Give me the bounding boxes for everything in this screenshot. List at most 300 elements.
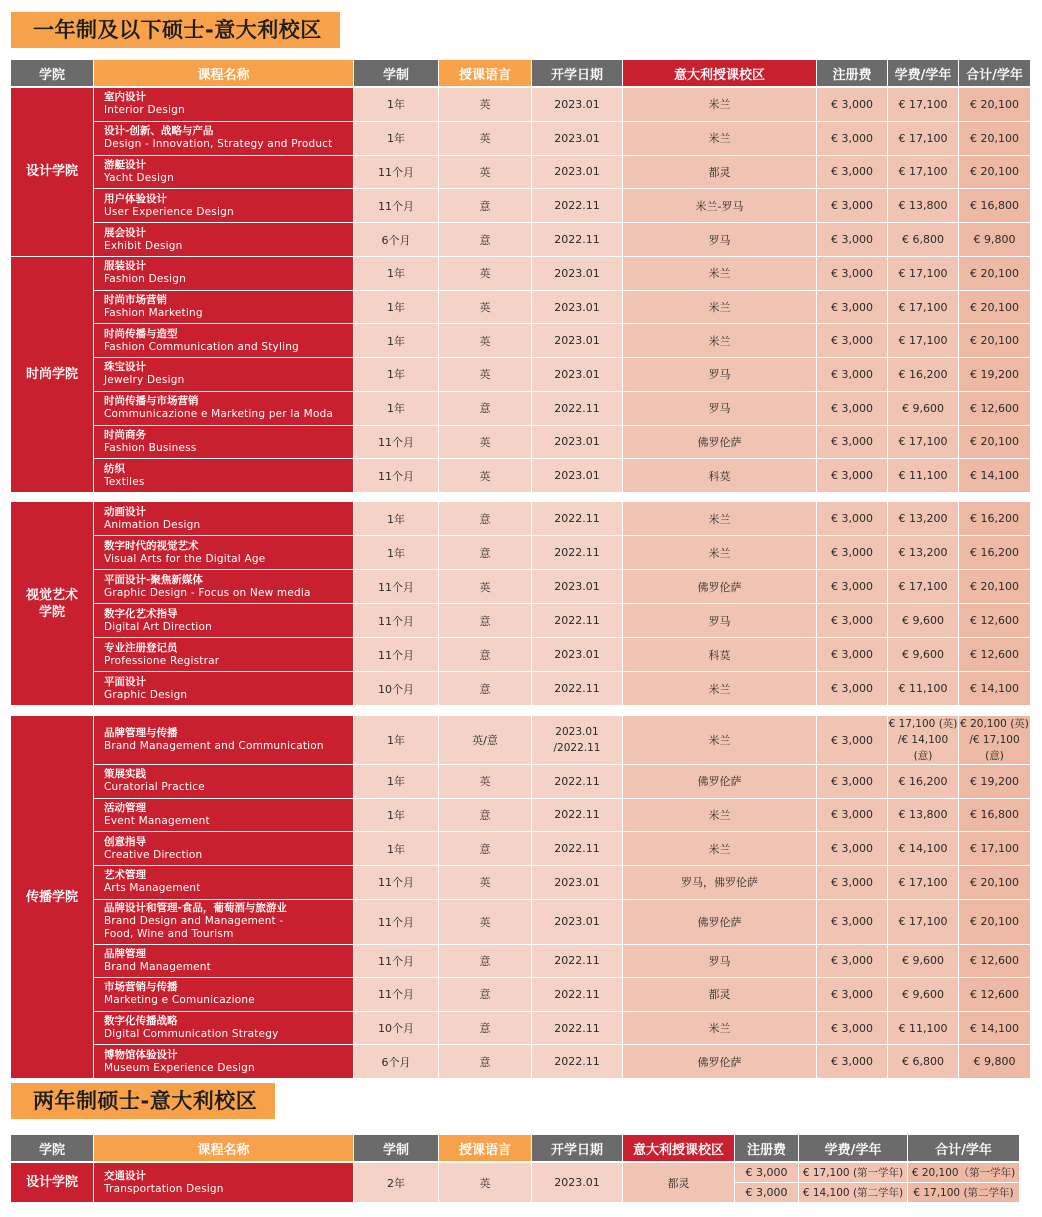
registration-fee-cell: € 3,000: [817, 1045, 887, 1079]
course-cell: [94, 1012, 353, 1046]
start-date-cell: 2023.01: [532, 570, 622, 604]
language-cell: 英: [439, 866, 531, 900]
duration-cell: 11个月: [354, 570, 438, 604]
tuition-cell: € 9,600: [888, 978, 958, 1012]
cell-line: € 17,100 (英): [888, 718, 958, 730]
tuition-cell: € 9,600: [888, 604, 958, 638]
course-name-en: Brand Design and Management -: [104, 915, 284, 927]
start-date-cell: 2023.01: [532, 900, 622, 945]
registration-fee-cell: € 3,000: [817, 536, 887, 570]
course-name-cn: 平面设计-聚焦新媒体: [104, 573, 203, 586]
language-cell: 意: [439, 638, 531, 672]
tuition-cell: € 9,600: [888, 638, 958, 672]
tuition-cell: € 13,200: [888, 536, 958, 570]
campus-cell: 米兰: [623, 324, 816, 358]
language-cell: 意: [439, 223, 531, 257]
registration-fee-cell: € 3,000: [817, 900, 887, 945]
course-cell: [94, 866, 353, 900]
start-date-cell: 2022.11: [532, 765, 622, 799]
course-cell: [94, 765, 353, 799]
header-registration-fee: 注册费: [817, 60, 887, 88]
course-name-en: Graphic Design - Focus on New media: [104, 586, 311, 599]
course-cell: [94, 1163, 353, 1203]
start-date-cell: 2023.01: [532, 459, 622, 493]
language-cell: 意: [439, 1045, 531, 1079]
start-date-cell: 2023.01: [532, 426, 622, 460]
course-name-en: Brand Management and Communication: [104, 740, 324, 752]
duration-cell: 6个月: [354, 223, 438, 257]
header-school: 学院: [11, 60, 93, 88]
start-date-cell: 2023.01: [532, 324, 622, 358]
header2-language: 授课语言: [439, 1135, 531, 1163]
total-cell: € 19,200: [959, 765, 1030, 799]
course-name-cn: 服装设计: [104, 260, 146, 273]
campus-cell: 佛罗伦萨: [623, 900, 816, 945]
campus-cell: 罗马: [623, 604, 816, 638]
one-year-table-header: [10, 60, 1031, 88]
course-name-en: Professione Registrar: [104, 654, 220, 667]
tuition-cell: € 14,100: [888, 832, 958, 866]
course-name-cn: 平面设计: [104, 675, 146, 688]
registration-fee-cell: € 3,000: [817, 392, 887, 426]
registration-fee-cell: € 3,000: [817, 122, 887, 156]
course-name-en: Interior Design: [104, 104, 185, 117]
duration-cell: 1年: [354, 536, 438, 570]
registration-fee-cell: € 3,000: [817, 88, 887, 122]
language-cell: 意: [439, 536, 531, 570]
campus-cell: 都灵: [623, 978, 816, 1012]
total-cell: € 20,100: [959, 88, 1030, 122]
group-communication-school: [10, 716, 1031, 1079]
course-name-cn: 交通设计: [104, 1169, 146, 1182]
header2-duration: 学制: [354, 1135, 438, 1163]
language-cell: 英: [439, 765, 531, 799]
language-cell: 意: [439, 502, 531, 536]
course-cell: [94, 392, 353, 426]
course-name-cn: 数字时代的视觉艺术: [104, 539, 199, 552]
start-date-cell: 2022.11: [532, 832, 622, 866]
registration-fee-cell: € 3,000: [817, 324, 887, 358]
header-course: 课程名称: [94, 60, 353, 88]
course-name-en: Jewelry Design: [104, 374, 185, 387]
header2-campus: 意大利授课校区: [623, 1135, 734, 1163]
tuition-cell: € 17,100: [888, 122, 958, 156]
start-date-cell: 2023.01: [532, 257, 622, 291]
header-duration: 学制: [354, 60, 438, 88]
total-cell: € 14,100: [959, 459, 1030, 493]
registration-fee-cell: € 3,000: [817, 189, 887, 223]
total-cell: € 12,600: [959, 945, 1030, 979]
registration-fee-cell: € 3,000: [817, 799, 887, 833]
course-cell: [94, 945, 353, 979]
course-name-cn: 室内设计: [104, 91, 146, 104]
course-name-cn: 时尚市场营销: [104, 294, 167, 307]
duration-cell: 11个月: [354, 604, 438, 638]
cell-line: /€ 14,100 (意): [897, 734, 949, 762]
cell-line: /2022.11: [553, 742, 601, 754]
registration-fee-cell: € 3,000: [817, 672, 887, 706]
course-name-en: Graphic Design: [104, 688, 188, 701]
total-cell: € 12,600: [959, 392, 1030, 426]
total-cell: € 12,600: [959, 638, 1030, 672]
campus-cell: 米兰: [623, 536, 816, 570]
language-cell: 意: [439, 604, 531, 638]
start-date-cell: 2022.11: [532, 978, 622, 1012]
school-cell: [11, 502, 93, 706]
header-campus: 意大利授课校区: [623, 60, 816, 88]
language-cell: 意: [439, 672, 531, 706]
course-name-en: Fashion Business: [104, 441, 197, 454]
start-date-cell: 2022.11: [532, 502, 622, 536]
school-name-line: 学院: [38, 604, 65, 620]
course-name-cn: 展会设计: [104, 226, 146, 239]
start-date-cell: 2023.01: [532, 866, 622, 900]
total-cell: € 20,100: [959, 900, 1030, 945]
registration-fee-cell: € 3,000: [817, 716, 887, 765]
duration-cell: 11个月: [354, 156, 438, 190]
language-cell: 意: [439, 392, 531, 426]
campus-cell: 米兰: [623, 88, 816, 122]
campus-cell: 罗马: [623, 945, 816, 979]
course-name-cn: 时尚传播与造型: [104, 327, 178, 340]
course-cell: [94, 799, 353, 833]
tuition-cell: € 11,100: [888, 459, 958, 493]
header2-school: 学院: [11, 1135, 93, 1163]
course-name-cn: 活动管理: [104, 801, 146, 814]
total-cell: [959, 716, 1030, 765]
campus-cell: 都灵: [623, 1163, 734, 1203]
duration-cell: 1年: [354, 765, 438, 799]
course-name-en: Visual Arts for the Digital Age: [104, 552, 266, 565]
total-cell: € 20,100: [959, 257, 1030, 291]
course-name-en: Digital Art Direction: [104, 620, 212, 633]
course-cell: [94, 638, 353, 672]
course-name-en: Marketing e Comunicazione: [104, 994, 255, 1007]
tuition-cell: € 14,100 (第二学年): [799, 1183, 907, 1203]
tuition-cell: € 17,100: [888, 88, 958, 122]
course-cell: [94, 358, 353, 392]
duration-cell: 6个月: [354, 1045, 438, 1079]
start-date-cell: 2022.11: [532, 223, 622, 257]
campus-cell: 米兰: [623, 291, 816, 325]
tuition-cell: € 11,100: [888, 672, 958, 706]
start-date-cell: 2022.11: [532, 672, 622, 706]
total-cell: € 20,100: [959, 426, 1030, 460]
duration-cell: 1年: [354, 88, 438, 122]
registration-fee-cell: € 3,000: [817, 945, 887, 979]
total-cell: € 12,600: [959, 604, 1030, 638]
school-cell: 设计学院: [11, 88, 93, 257]
course-cell: [94, 156, 353, 190]
start-date-cell: 2022.11: [532, 945, 622, 979]
tuition-cell: € 9,600: [888, 945, 958, 979]
campus-cell: 佛罗伦萨: [623, 1045, 816, 1079]
course-name-cn: 品牌管理与传播: [104, 727, 178, 739]
duration-cell: 1年: [354, 122, 438, 156]
total-cell: € 14,100: [959, 672, 1030, 706]
header-total: 合计/学年: [959, 60, 1030, 88]
start-date-cell: 2023.01: [532, 122, 622, 156]
duration-cell: 1年: [354, 291, 438, 325]
language-cell: 意: [439, 1012, 531, 1046]
language-cell: 意: [439, 832, 531, 866]
course-name-en: Fashion Marketing: [104, 307, 203, 320]
group-fashion-school: [10, 257, 1031, 493]
total-cell: € 20,100: [959, 866, 1030, 900]
registration-fee-cell: € 3,000: [817, 638, 887, 672]
total-cell: € 20,100: [959, 156, 1030, 190]
course-name-cn: 时尚商务: [104, 428, 146, 441]
course-cell: [94, 459, 353, 493]
course-name-en: Brand Management: [104, 960, 211, 973]
total-cell: € 16,200: [959, 536, 1030, 570]
language-cell: 英: [439, 122, 531, 156]
campus-cell: 佛罗伦萨: [623, 426, 816, 460]
start-date-cell: 2023.01: [532, 88, 622, 122]
tuition-cell: € 17,100: [888, 866, 958, 900]
total-cell: € 17,100: [959, 832, 1030, 866]
tuition-cell: € 16,200: [888, 765, 958, 799]
start-date-cell: 2022.11: [532, 799, 622, 833]
campus-cell: 都灵: [623, 156, 816, 190]
registration-fee-cell: € 3,000: [817, 156, 887, 190]
start-date-cell: 2022.11: [532, 1012, 622, 1046]
course-name-cn: 品牌设计和管理-食品，葡萄酒与旅游业: [104, 902, 287, 914]
campus-cell: 米兰: [623, 1012, 816, 1046]
language-cell: 英: [439, 459, 531, 493]
campus-cell: 米兰: [623, 122, 816, 156]
campus-cell: 科莫: [623, 638, 816, 672]
duration-cell: 11个月: [354, 900, 438, 945]
course-name-en: Animation Design: [104, 518, 201, 531]
header2-total: 合计/学年: [908, 1135, 1019, 1163]
language-cell: 英/意: [439, 716, 531, 765]
duration-cell: 1年: [354, 799, 438, 833]
start-date-cell: 2022.11: [532, 189, 622, 223]
duration-cell: 1年: [354, 358, 438, 392]
course-cell: [94, 832, 353, 866]
campus-cell: 米兰: [623, 257, 816, 291]
header-start-date: 开学日期: [532, 60, 622, 88]
tuition-cell: € 13,200: [888, 502, 958, 536]
course-name-cn: 策展实践: [104, 768, 146, 781]
duration-cell: 11个月: [354, 638, 438, 672]
registration-fee-cell: € 3,000: [735, 1163, 798, 1183]
course-cell: [94, 122, 353, 156]
course-name-en: Creative Direction: [104, 848, 203, 861]
course-cell: [94, 716, 353, 765]
start-date-cell: 2023.01: [532, 638, 622, 672]
tuition-cell: € 13,800: [888, 799, 958, 833]
header2-tuition: 学费/学年: [799, 1135, 907, 1163]
course-name-cn: 艺术管理: [104, 869, 146, 882]
start-date-cell: 2022.11: [532, 536, 622, 570]
registration-fee-cell: € 3,000: [817, 459, 887, 493]
language-cell: 意: [439, 189, 531, 223]
start-date-cell: 2022.11: [532, 1045, 622, 1079]
course-name-cn: 游艇设计: [104, 158, 146, 171]
school-name-line: 视觉艺术: [25, 587, 78, 603]
section-title-two-year: 两年制硕士-意大利校区: [11, 1083, 275, 1119]
duration-cell: 11个月: [354, 866, 438, 900]
course-name-en: Curatorial Practice: [104, 781, 205, 794]
language-cell: 意: [439, 945, 531, 979]
tuition-cell: € 17,100: [888, 156, 958, 190]
course-name-cn: 数字化艺术指导: [104, 607, 178, 620]
course-cell: [94, 88, 353, 122]
school-cell: 设计学院: [11, 1163, 93, 1203]
course-cell: [94, 257, 353, 291]
course-cell: [94, 324, 353, 358]
registration-fee-cell: € 3,000: [817, 502, 887, 536]
total-cell: € 20,100: [959, 570, 1030, 604]
language-cell: 英: [439, 257, 531, 291]
language-cell: 英: [439, 426, 531, 460]
cell-line: /€ 17,100 (意): [969, 734, 1020, 762]
total-cell: € 16,200: [959, 502, 1030, 536]
course-name-cn: 品牌管理: [104, 947, 146, 960]
language-cell: 英: [439, 156, 531, 190]
tuition-cell: € 6,800: [888, 1045, 958, 1079]
tuition-cell: € 11,100: [888, 1012, 958, 1046]
course-cell: [94, 291, 353, 325]
registration-fee-cell: € 3,000: [817, 866, 887, 900]
campus-cell: 罗马: [623, 358, 816, 392]
registration-fee-cell: € 3,000: [817, 257, 887, 291]
course-name-cn: 时尚传播与市场营销: [104, 395, 199, 408]
language-cell: 英: [439, 1163, 531, 1203]
registration-fee-cell: € 3,000: [817, 223, 887, 257]
campus-cell: 米兰: [623, 672, 816, 706]
course-cell: [94, 672, 353, 706]
campus-cell: 佛罗伦萨: [623, 570, 816, 604]
duration-cell: 1年: [354, 257, 438, 291]
header2-course: 课程名称: [94, 1135, 353, 1163]
registration-fee-cell: € 3,000: [817, 570, 887, 604]
total-cell: € 9,800: [959, 223, 1030, 257]
registration-fee-cell: € 3,000: [817, 604, 887, 638]
group-visual-arts-school: [10, 502, 1031, 706]
total-cell: € 9,800: [959, 1045, 1030, 1079]
header2-start-date: 开学日期: [532, 1135, 622, 1163]
course-cell: [94, 536, 353, 570]
duration-cell: 1年: [354, 324, 438, 358]
campus-cell: 米兰: [623, 832, 816, 866]
campus-cell: 罗马: [623, 223, 816, 257]
total-cell: € 20,100: [959, 122, 1030, 156]
course-name-en: Event Management: [104, 814, 210, 827]
school-cell: 传播学院: [11, 716, 93, 1079]
registration-fee-cell: € 3,000: [817, 291, 887, 325]
course-name-en: Design - Innovation, Strategy and Product: [104, 138, 333, 151]
campus-cell: 米兰-罗马: [623, 189, 816, 223]
course-name-en: Textiles: [104, 475, 145, 488]
duration-cell: 1年: [354, 832, 438, 866]
duration-cell: 1年: [354, 392, 438, 426]
course-name-cn: 设计-创新、战略与产品: [104, 125, 214, 138]
course-cell: [94, 223, 353, 257]
registration-fee-cell: € 3,000: [817, 426, 887, 460]
course-cell: [94, 1045, 353, 1079]
course-cell: [94, 502, 353, 536]
total-cell: € 20,100: [959, 291, 1030, 325]
course-name-en: User Experience Design: [104, 205, 234, 218]
start-date-cell: 2023.01: [532, 358, 622, 392]
course-cell: [94, 978, 353, 1012]
tuition-cell: [888, 716, 958, 765]
course-name-cn: 动画设计: [104, 505, 146, 518]
cell-line: € 20,100 (英): [960, 718, 1029, 730]
language-cell: 英: [439, 570, 531, 604]
tuition-cell: € 13,800: [888, 189, 958, 223]
total-cell: € 16,800: [959, 189, 1030, 223]
duration-cell: 11个月: [354, 945, 438, 979]
section-title-one-year: 一年制及以下硕士-意大利校区: [11, 12, 340, 48]
course-name-en: Communicazione e Marketing per la Moda: [104, 408, 334, 421]
start-date-cell: 2022.11: [532, 604, 622, 638]
total-cell: € 19,200: [959, 358, 1030, 392]
course-name-cn: 珠宝设计: [104, 361, 146, 374]
language-cell: 英: [439, 324, 531, 358]
duration-cell: 1年: [354, 716, 438, 765]
group-design-school: [10, 88, 1031, 257]
start-date-cell: 2023.01: [532, 291, 622, 325]
course-name-cn: 市场营销与传播: [104, 981, 178, 994]
header2-registration-fee: 注册费: [735, 1135, 798, 1163]
tuition-cell: € 17,100: [888, 426, 958, 460]
campus-cell: 科莫: [623, 459, 816, 493]
start-date-cell: 2022.11: [532, 392, 622, 426]
duration-cell: 1年: [354, 502, 438, 536]
tuition-cell: € 17,100: [888, 257, 958, 291]
campus-cell: 罗马: [623, 392, 816, 426]
total-cell: € 20,100（第一学年): [908, 1163, 1019, 1183]
course-name-en: Transportation Design: [104, 1182, 224, 1195]
course-cell: [94, 604, 353, 638]
course-name-en: Exhibit Design: [104, 239, 183, 252]
tuition-cell: € 16,200: [888, 358, 958, 392]
campus-cell: 佛罗伦萨: [623, 765, 816, 799]
school-cell: 时尚学院: [11, 257, 93, 493]
tuition-cell: € 17,100: [888, 900, 958, 945]
course-name-cn: 博物馆体验设计: [104, 1048, 178, 1061]
course-cell: [94, 900, 353, 945]
duration-cell: 11个月: [354, 978, 438, 1012]
header-tuition: 学费/学年: [888, 60, 958, 88]
course-cell: [94, 570, 353, 604]
course-name-en: Arts Management: [104, 882, 201, 895]
campus-cell: 罗马，佛罗伦萨: [623, 866, 816, 900]
duration-cell: 2年: [354, 1163, 438, 1203]
cell-line: 2023.01: [555, 726, 599, 738]
tuition-cell: € 17,100: [888, 291, 958, 325]
course-name-en: Fashion Design: [104, 273, 187, 286]
total-cell: € 17,100 (第二学年): [908, 1183, 1019, 1203]
duration-cell: 10个月: [354, 1012, 438, 1046]
language-cell: 英: [439, 291, 531, 325]
duration-cell: 11个月: [354, 459, 438, 493]
course-name-en: Museum Experience Design: [104, 1061, 255, 1074]
course-name-en: Fashion Communication and Styling: [104, 340, 299, 353]
start-date-cell: 2023.01: [532, 1163, 622, 1203]
campus-cell: 米兰: [623, 716, 816, 765]
course-name-cn: 创意指导: [104, 835, 146, 848]
campus-cell: 米兰: [623, 502, 816, 536]
total-cell: € 12,600: [959, 978, 1030, 1012]
campus-cell: 米兰: [623, 799, 816, 833]
course-name-en: Food, Wine and Tourism: [104, 928, 234, 940]
course-cell: [94, 426, 353, 460]
